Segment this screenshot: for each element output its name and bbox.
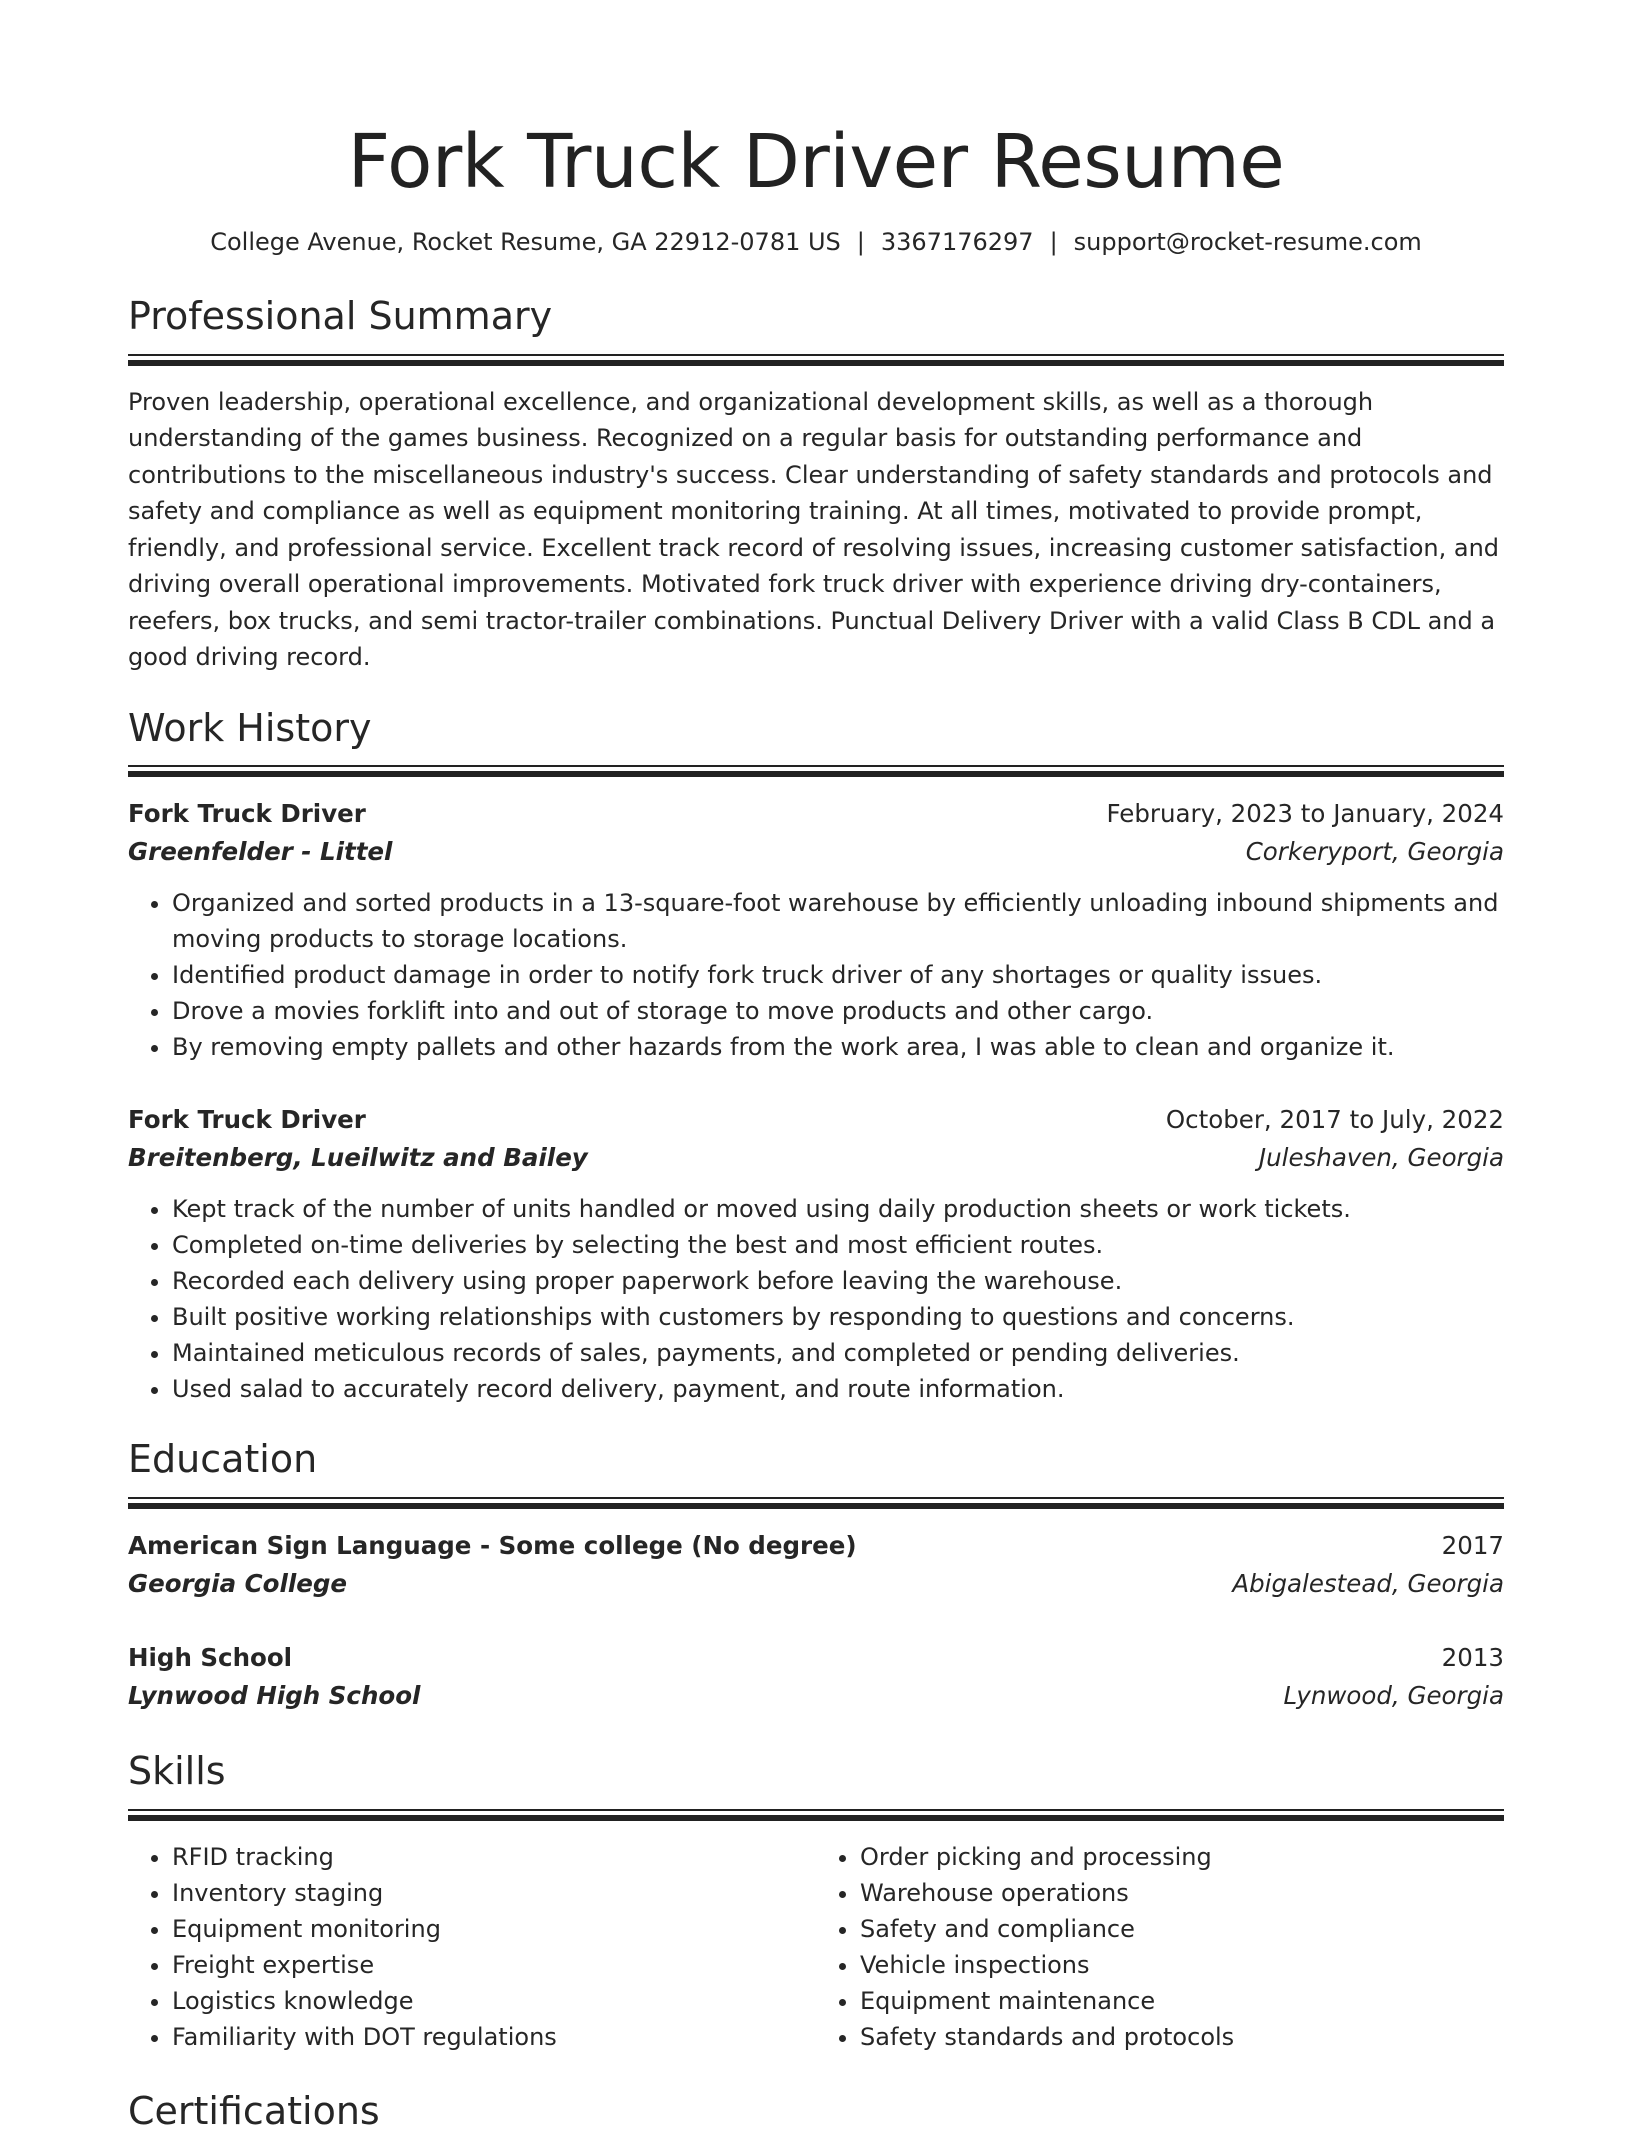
section-divider: [128, 1809, 1504, 1811]
job-location: Corkeryport, Georgia: [1245, 837, 1504, 867]
skill-item: • Equipment maintenance: [860, 1983, 1504, 2019]
skill-item: • Vehicle inspections: [860, 1947, 1504, 1983]
resume-title: Fork Truck Driver Resume: [347, 119, 1285, 205]
summary-text: Proven leadership, operational excellence, and organizational development skills, as well as a thorough understanding of the games business. Recognized on a regular basis for outstanding performance and contributions to the miscellaneous industry's success. Clear understanding of safety standards and protocols and safety and compliance as well as equipment monitoring training. At all times, motivated to provide prompt, friendly, and professional service. Excellent track record of resolving issues, increasing customer satisfaction, and driving overall operational improvements. Motivated fork truck driver with experience driving dry-containers, reefers, box trucks, and semi tractor-trailer combinations. Punctual Delivery Driver with a valid Class B CDL and a good driving record.: [128, 387, 1500, 672]
education-entry: [128, 1639, 1504, 1715]
contact-email[interactable]: support@rocket-resume.com: [1073, 228, 1422, 257]
skill-item: • Order picking and processing: [860, 1839, 1504, 1875]
education-school: Georgia College: [128, 1569, 348, 1599]
job-entry: [128, 795, 1504, 1065]
skills-list-right: [816, 1839, 1504, 2055]
education-entry: [128, 1527, 1504, 1603]
skill-item: • RFID tracking: [172, 1839, 816, 1875]
job-bullets: [128, 885, 1504, 1065]
section-heading-work: Work History: [128, 705, 372, 750]
section-heading-education: Education: [128, 1437, 318, 1482]
certifications-section: [128, 2089, 1504, 2134]
skill-item: • Safety and compliance: [860, 1911, 1504, 1947]
job-bullet: • Completed on-time deliveries by selecting the best and most efficient routes.: [172, 1227, 1504, 1263]
job-entry: [128, 1101, 1504, 1407]
job-bullet: • Identified product damage in order to notify fork truck driver of any shortages or quality issues.: [172, 957, 1504, 993]
job-dates: October, 2017 to July, 2022: [1165, 1105, 1504, 1135]
contact-phone: 3367176297: [880, 228, 1034, 257]
section-heading-skills: Skills: [128, 1749, 226, 1794]
education-degree: American Sign Language - Some college (No degree): [128, 1531, 857, 1561]
skill-item: • Safety standards and protocols: [860, 2019, 1504, 2055]
section-heading-certifications: Certifications: [128, 2088, 380, 2133]
job-bullet: • Drove a movies forklift into and out of storage to move products and other cargo.: [172, 993, 1504, 1029]
job-location: Juleshaven, Georgia: [1258, 1143, 1504, 1173]
education-location: Abigalestead, Georgia: [1232, 1569, 1504, 1599]
section-divider: [128, 354, 1504, 356]
skill-item: • Equipment monitoring: [172, 1911, 816, 1947]
skill-item: • Freight expertise: [172, 1947, 816, 1983]
contact-line: [128, 227, 1504, 258]
job-bullets: [128, 1191, 1504, 1407]
job-title: Fork Truck Driver: [128, 799, 366, 829]
job-company: Breitenberg, Lueilwitz and Bailey: [128, 1143, 588, 1173]
section-divider: [128, 765, 1504, 767]
education-degree: High School: [128, 1643, 293, 1673]
skills-section: [128, 1749, 1504, 2055]
skills-columns: [128, 1839, 1504, 2055]
job-title: Fork Truck Driver: [128, 1105, 366, 1135]
education-section: [128, 1437, 1504, 1715]
job-bullet: • Recorded each delivery using proper paperwork before leaving the warehouse.: [172, 1263, 1504, 1299]
section-divider: [128, 1497, 1504, 1499]
contact-address: College Avenue, Rocket Resume, GA 22912-0781 US: [210, 228, 841, 257]
contact-separator: |: [856, 228, 865, 257]
job-bullet: • Built positive working relationships with customers by responding to questions and concerns.: [172, 1299, 1504, 1335]
skill-item: • Logistics knowledge: [172, 1983, 816, 2019]
work-history-section: [128, 706, 1504, 1408]
job-company: Greenfelder - Littel: [128, 837, 393, 867]
contact-separator: |: [1049, 228, 1058, 257]
education-year: 2013: [1441, 1643, 1504, 1673]
skills-list-left: [128, 1839, 816, 2055]
skill-item: • Warehouse operations: [860, 1875, 1504, 1911]
job-dates: February, 2023 to January, 2024: [1106, 799, 1504, 829]
summary-section: [128, 294, 1504, 676]
skill-item: • Familiarity with DOT regulations: [172, 2019, 816, 2055]
section-heading-summary: Professional Summary: [128, 294, 553, 339]
education-location: Lynwood, Georgia: [1283, 1681, 1504, 1711]
job-bullet: • Kept track of the number of units handled or moved using daily production sheets or work tickets.: [172, 1191, 1504, 1227]
job-bullet: • Used salad to accurately record delivery, payment, and route information.: [172, 1371, 1504, 1407]
education-year: 2017: [1441, 1531, 1504, 1561]
job-bullet: • Organized and sorted products in a 13-square-foot warehouse by efficiently unloading inbound shipments and moving products to storage locations.: [172, 885, 1504, 957]
job-bullet: • Maintained meticulous records of sales, payments, and completed or pending deliveries.: [172, 1335, 1504, 1371]
skill-item: • Inventory staging: [172, 1875, 816, 1911]
education-school: Lynwood High School: [128, 1681, 421, 1711]
job-bullet: • By removing empty pallets and other hazards from the work area, I was able to clean and organize it.: [172, 1029, 1504, 1065]
